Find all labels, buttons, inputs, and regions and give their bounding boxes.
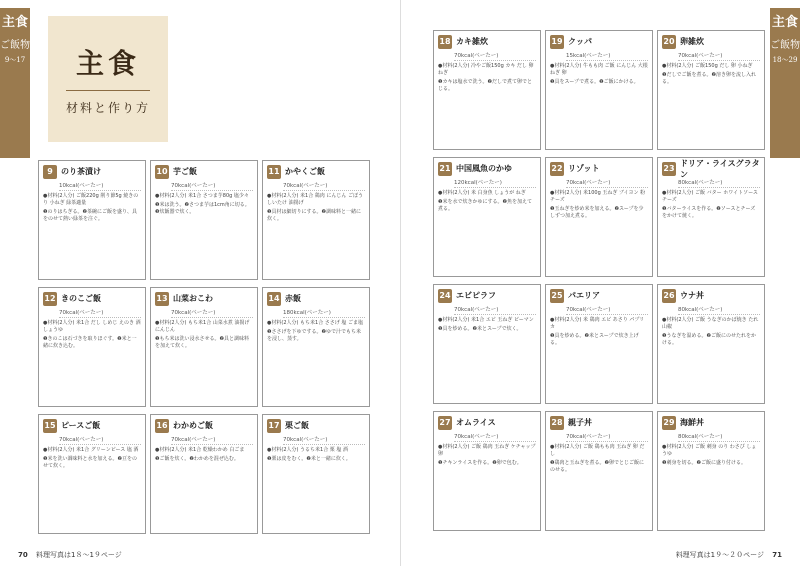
section-tab	[770, 8, 800, 158]
recipe-name: 赤飯	[285, 294, 301, 303]
tab-main: 主食	[1, 15, 28, 30]
recipe-number: 28	[550, 416, 564, 430]
recipe-kcal: 80kcal(ベーたー)	[678, 178, 760, 188]
recipe-number: 23	[662, 162, 676, 176]
recipe-name: 卵雑炊	[680, 37, 704, 46]
recipe-card	[545, 30, 653, 150]
recipe-steps: ❶具を炒める。❷米とスープで炊く。	[438, 326, 522, 332]
recipe-number: 9	[43, 165, 57, 179]
recipe-kcal: 70kcal(ベーたー)	[454, 432, 536, 442]
recipe-name: かやくご飯	[285, 167, 325, 176]
recipe-ingredients: ●材料(2人分) 米1合 グリーンピース 塩 酒	[43, 447, 139, 453]
recipe-steps: ❶のりはちぎる。❷茶碗にご飯を盛り、具をのせて熱い緑茶を注ぐ。	[43, 209, 137, 222]
recipe-steps: ❶もち米は洗い浸水させる。❷具と調味料を加えて炊く。	[155, 336, 249, 349]
recipe-card	[262, 160, 370, 280]
tab-sub: ご飯物	[0, 40, 30, 51]
recipe-kcal: 70kcal(ベーたー)	[283, 435, 365, 445]
right-page	[400, 0, 800, 566]
recipe-name: きのこご飯	[61, 294, 101, 303]
recipe-number: 24	[438, 289, 452, 303]
recipe-card	[38, 160, 146, 280]
recipe-kcal: 80kcal(ベーたー)	[678, 305, 760, 315]
recipe-number: 26	[662, 289, 676, 303]
recipe-name: ピースご飯	[61, 421, 101, 430]
tab-range: 18〜29	[772, 56, 798, 64]
recipe-name: ウナ丼	[680, 291, 704, 300]
recipe-kcal: 70kcal(ベーたー)	[171, 435, 253, 445]
recipe-ingredients: ●材料(2人分) ご飯 刺身 のり わさび しょうゆ	[662, 444, 757, 457]
recipe-card	[433, 30, 541, 150]
recipe-steps: ❶バターライスを作る。❷ソースとチーズをかけて焼く。	[662, 206, 756, 219]
recipe-card	[657, 284, 765, 404]
recipe-card	[433, 411, 541, 531]
recipe-kcal: 80kcal(ベーたー)	[678, 432, 760, 442]
recipe-kcal: 70kcal(ベーたー)	[171, 181, 253, 191]
tab-sub: ご飯物	[770, 40, 800, 51]
recipe-ingredients: ●材料(2人分) 米 白身魚 しょうが ねぎ	[438, 190, 526, 196]
page-footer	[676, 550, 788, 560]
recipe-kcal: 15kcal(ベーたー)	[566, 51, 648, 61]
recipe-ingredients: ●材料(2人分) もち米1合 山菜水煮 油揚げ にんじん	[155, 320, 250, 333]
recipe-ingredients: ●材料(2人分) ご飯 鶏肉 玉ねぎ ケチャップ 卵	[438, 444, 536, 457]
recipe-steps: ❶チキンライスを作る。❷卵で包む。	[438, 460, 522, 466]
recipe-steps: ❶玉ねぎを炒め米を加える。❷スープを少しずつ加え煮る。	[550, 206, 644, 219]
recipe-kcal: 70kcal(ベーたー)	[566, 432, 648, 442]
recipe-steps: ❶鶏肉と玉ねぎを煮る。❷卵でとじご飯にのせる。	[550, 460, 644, 473]
recipe-kcal: 70kcal(ベーたー)	[171, 308, 253, 318]
recipe-number: 27	[438, 416, 452, 430]
recipe-kcal: 70kcal(ベーたー)	[454, 305, 536, 315]
recipe-card	[38, 287, 146, 407]
recipe-kcal: 70kcal(ベーたー)	[566, 178, 648, 188]
recipe-card	[150, 414, 258, 534]
recipe-kcal: 70kcal(ベーたー)	[454, 51, 536, 61]
recipe-number: 14	[267, 292, 281, 306]
recipe-kcal: 70kcal(ベーたー)	[678, 51, 760, 61]
recipe-ingredients: ●材料(2人分) ご飯 うなぎのかば焼き たれ 山椒	[662, 317, 759, 330]
recipe-number: 22	[550, 162, 564, 176]
recipe-steps: ❶米を洗い調味料と水を加える。❷豆をのせて炊く。	[43, 456, 137, 469]
recipe-steps: ❶うなぎを温める。❷ご飯にのせたれをかける。	[662, 333, 756, 346]
recipe-name: リゾット	[568, 164, 600, 173]
photo-reference: 料理写真は1８〜1９ページ	[35, 551, 122, 559]
recipe-ingredients: ●材料(2人分) ご飯 バター ホワイトソース チーズ	[662, 190, 758, 203]
recipe-ingredients: ●材料(2人分) 米1合 エビ 玉ねぎ ピーマン	[438, 317, 534, 323]
recipe-steps: ❶ささげを下ゆでする。❷ゆで汁でもち米を浸し、蒸す。	[267, 329, 361, 342]
recipe-name: カキ雑炊	[456, 37, 488, 46]
page-number: 70	[18, 551, 28, 559]
recipe-card	[545, 411, 653, 531]
section-title: 主食	[75, 47, 140, 80]
recipe-ingredients: ●材料(2人分) 米100g 玉ねぎ ブイヨン 粉チーズ	[550, 190, 646, 203]
section-title-box	[48, 16, 168, 142]
section-subtitle: 材料と作り方	[65, 101, 150, 115]
recipe-ingredients: ●材料(2人分) 米1合 さつま芋80g 塩少々	[155, 193, 249, 199]
recipe-card	[433, 284, 541, 404]
recipe-number: 18	[438, 35, 452, 49]
recipe-number: 20	[662, 35, 676, 49]
recipe-steps: ❶米を水で炊きかゆにする。❷魚を加えて煮る。	[438, 199, 532, 212]
recipe-card	[657, 411, 765, 531]
recipe-number: 11	[267, 165, 281, 179]
recipe-ingredients: ●材料(2人分) 米1合 乾燥わかめ 白ごま	[155, 447, 245, 453]
recipe-steps: ❶栗は皮をむく。❷米と一緒に炊く。	[267, 456, 351, 462]
recipe-steps: ❶だしでご飯を煮る。❷溶き卵を流し入れる。	[662, 72, 756, 85]
recipe-ingredients: ●材料(2人分) ご飯 鶏もも肉 玉ねぎ 卵 だし	[550, 444, 645, 457]
recipe-number: 13	[155, 292, 169, 306]
recipe-name: のり茶漬け	[61, 167, 101, 176]
recipe-name: クッパ	[568, 37, 592, 46]
recipe-name: パエリア	[568, 291, 600, 300]
title-rule	[66, 90, 150, 91]
recipe-kcal: 70kcal(ベーたー)	[59, 308, 141, 318]
recipe-card	[262, 414, 370, 534]
recipe-number: 19	[550, 35, 564, 49]
recipe-steps: ❶刺身を切る。❷ご飯に盛り付ける。	[662, 460, 746, 466]
recipe-number: 29	[662, 416, 676, 430]
recipe-steps: ❶ご飯を炊く。❷わかめを混ぜ込む。	[155, 456, 239, 462]
recipe-ingredients: ●材料(2人分) 米 鶏肉 エビ あさり パプリカ	[550, 317, 645, 330]
recipe-ingredients: ●材料(2人分) ご飯150g だし 卵 小ねぎ	[662, 63, 753, 69]
recipe-kcal: 10kcal(ベーたー)	[59, 181, 141, 191]
recipe-number: 15	[43, 419, 57, 433]
recipe-name: 芋ご飯	[173, 167, 197, 176]
recipe-kcal: 120kcal(ベーたー)	[454, 178, 536, 188]
tab-main: 主食	[771, 15, 798, 30]
recipe-number: 12	[43, 292, 57, 306]
recipe-number: 16	[155, 419, 169, 433]
recipe-ingredients: ●材料(2人分) 米1合 だし しめじ えのき 酒 しょうゆ	[43, 320, 141, 333]
recipe-ingredients: ●材料(2人分) 牛もも肉 ご飯 にんじん 大根 ねぎ 卵	[550, 63, 648, 76]
recipe-card	[150, 160, 258, 280]
recipe-name: わかめご飯	[173, 421, 213, 430]
recipe-card	[657, 157, 765, 277]
recipe-ingredients: ●材料(2人分) 米1合 鶏肉 にんじん ごぼう しいたけ 油揚げ	[267, 193, 363, 206]
page-number: 71	[772, 551, 782, 559]
recipe-kcal: 180kcal(ベーたー)	[283, 308, 365, 318]
recipe-card	[262, 287, 370, 407]
recipe-ingredients: ●材料(2人分) うるち米1合 栗 塩 酒	[267, 447, 348, 453]
recipe-name: 山菜おこわ	[173, 294, 213, 303]
recipe-kcal: 70kcal(ベーたー)	[566, 305, 648, 315]
recipe-name: エビピラフ	[456, 291, 496, 300]
recipe-number: 25	[550, 289, 564, 303]
recipe-name: 海鮮丼	[680, 418, 704, 427]
section-tab	[0, 8, 30, 158]
recipe-steps: ❶具材は細切りにする。❷調味料と一緒に炊く。	[267, 209, 361, 222]
recipe-kcal: 70kcal(ベーたー)	[59, 435, 141, 445]
recipe-steps: ❶具をスープで煮る。❷ご飯にかける。	[550, 79, 639, 85]
recipe-card	[433, 157, 541, 277]
recipe-name: ドリア・ライスグラタン	[680, 158, 760, 179]
recipe-name: 親子丼	[568, 418, 592, 427]
recipe-ingredients: ●材料(2人分) もち米1合 ささげ 塩 ごま塩	[267, 320, 363, 326]
recipe-kcal: 70kcal(ベーたー)	[283, 181, 365, 191]
recipe-name: 中国風魚のかゆ	[456, 164, 512, 173]
recipe-number: 21	[438, 162, 452, 176]
recipe-steps: ❶カキは塩水で洗う。❷だしで煮て卵でとじる。	[438, 79, 532, 92]
recipe-card	[545, 284, 653, 404]
recipe-ingredients: ●材料(2人分) 冷やご飯150g カキ だし 卵 ねぎ	[438, 63, 534, 76]
recipe-steps: ❶きのこは石づきを取りほぐす。❷米と一緒に炊き込む。	[43, 336, 137, 349]
recipe-steps: ❶具を炒める。❷米とスープで炊き上げる。	[550, 333, 639, 346]
recipe-number: 10	[155, 165, 169, 179]
recipe-name: オムライス	[456, 418, 496, 427]
photo-reference: 料理写真は1９〜２０ページ	[675, 551, 765, 559]
page-footer	[12, 550, 122, 560]
recipe-card	[545, 157, 653, 277]
recipe-name: 栗ご飯	[285, 421, 309, 430]
recipe-card	[38, 414, 146, 534]
recipe-steps: ❶米は洗う。❷さつま芋は1cm角に切る。❸炊飯器で炊く。	[155, 202, 250, 215]
recipe-ingredients: ●材料(2人分) ご飯220g 削り節5g 焼きのり 小ねぎ 緑茶適量	[43, 193, 139, 206]
tab-range: 9〜17	[4, 56, 26, 64]
recipe-card	[150, 287, 258, 407]
recipe-number: 17	[267, 419, 281, 433]
recipe-card	[657, 30, 765, 150]
